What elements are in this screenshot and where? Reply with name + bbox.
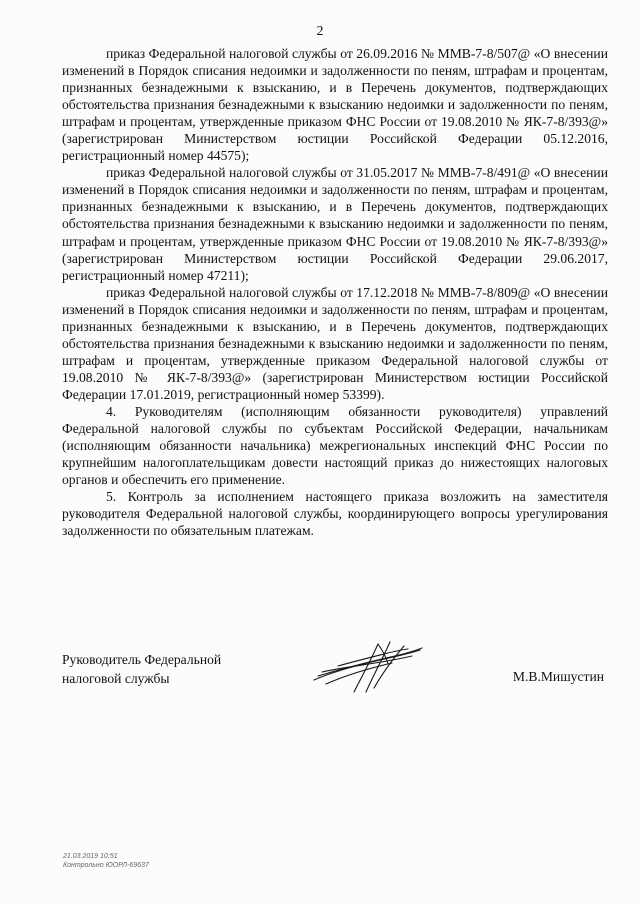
paragraph-order-2017: приказ Федеральной налоговой службы от 31.05.2017 № ММВ-7-8/491@ «О внесении изменений в Порядок списания недоимки и задолженности по пеням, штрафам и процентам, признанных безнадежными к взысканию, и в Перечень документов, подтверждающих обстоятельства признания безнадежными к взысканию недоимки и задолженности по пеням, штрафам и процентам, утвержденные приказом ФНС России от 19.08.2010 № ЯК-7-8/393@» (зарегистрирован Министерством юстиции Российской Федерации 29.06.2017, регистрационный номер 47211); bbox=[62, 165, 608, 283]
paragraph-order-2018: приказ Федеральной налоговой службы от 17.12.2018 № ММВ-7-8/809@ «О внесении изменений в Порядок списания недоимки и задолженности по пеням, штрафам и процентам, признанных безнадежными к взысканию, и в Перечень документов, подтверждающих обстоятельства признания безнадежными к взысканию недоимки и задолженности по пеням, штрафам и процентам, утвержденные приказом Федеральной налоговой службы от 19.08.2010 № ЯК-7-8/393@» (зарегистрирован Министерством юстиции Российской Федерации 17.01.2019, регистрационный номер 53399). bbox=[62, 284, 608, 402]
signatory-name: М.В.Мишустин bbox=[512, 669, 604, 684]
paragraph-item-4: 4. Руководителям (исполняющим обязанности руководителя) управлений Федеральной налоговой службы по субъектам Российской Федерации, начальникам (исполняющим обязанности начальника) межрегиональных инспекций ФНС России по крупнейшим налогоплательщикам довести настоящий приказ до нижестоящих налоговых органов и обеспечить его применение. bbox=[62, 403, 608, 488]
handwritten-signature bbox=[308, 636, 428, 696]
footer-timestamp: 21.03.2019 10:51 bbox=[63, 853, 118, 860]
footer-control-number: Контрольно ЮОРЛ-69637 bbox=[63, 862, 149, 869]
signatory-title bbox=[62, 650, 262, 688]
document-body bbox=[62, 45, 608, 539]
document-footer-stamp bbox=[63, 852, 149, 870]
paragraph-order-2016: приказ Федеральной налоговой службы от 26.09.2016 № ММВ-7-8/507@ «О внесении изменений в Порядок списания недоимки и задолженности по пеням, штрафам и процентам, признанных безнадежными к взысканию, и в Перечень документов, подтверждающих обстоятельства признания безнадежными к взысканию недоимки и задолженности по пеням, штрафам и процентам, утвержденные приказом ФНС России от 19.08.2010 № ЯК-7-8/393@» (зарегистрирован Министерством юстиции Российской Федерации 05.12.2016, регистрационный номер 44575); bbox=[62, 46, 608, 164]
page-number: 2 bbox=[316, 24, 324, 39]
signature-block bbox=[62, 650, 608, 710]
signatory-title-line-2: налоговой службы bbox=[62, 671, 170, 686]
signatory-title-line-1: Руководитель Федеральной bbox=[62, 652, 222, 667]
paragraph-item-5: 5. Контроль за исполнением настоящего приказа возложить на заместителя руководителя Федеральной налоговой службы, координирующего вопросы урегулирования задолженности по обязательным платежам. bbox=[62, 489, 608, 539]
